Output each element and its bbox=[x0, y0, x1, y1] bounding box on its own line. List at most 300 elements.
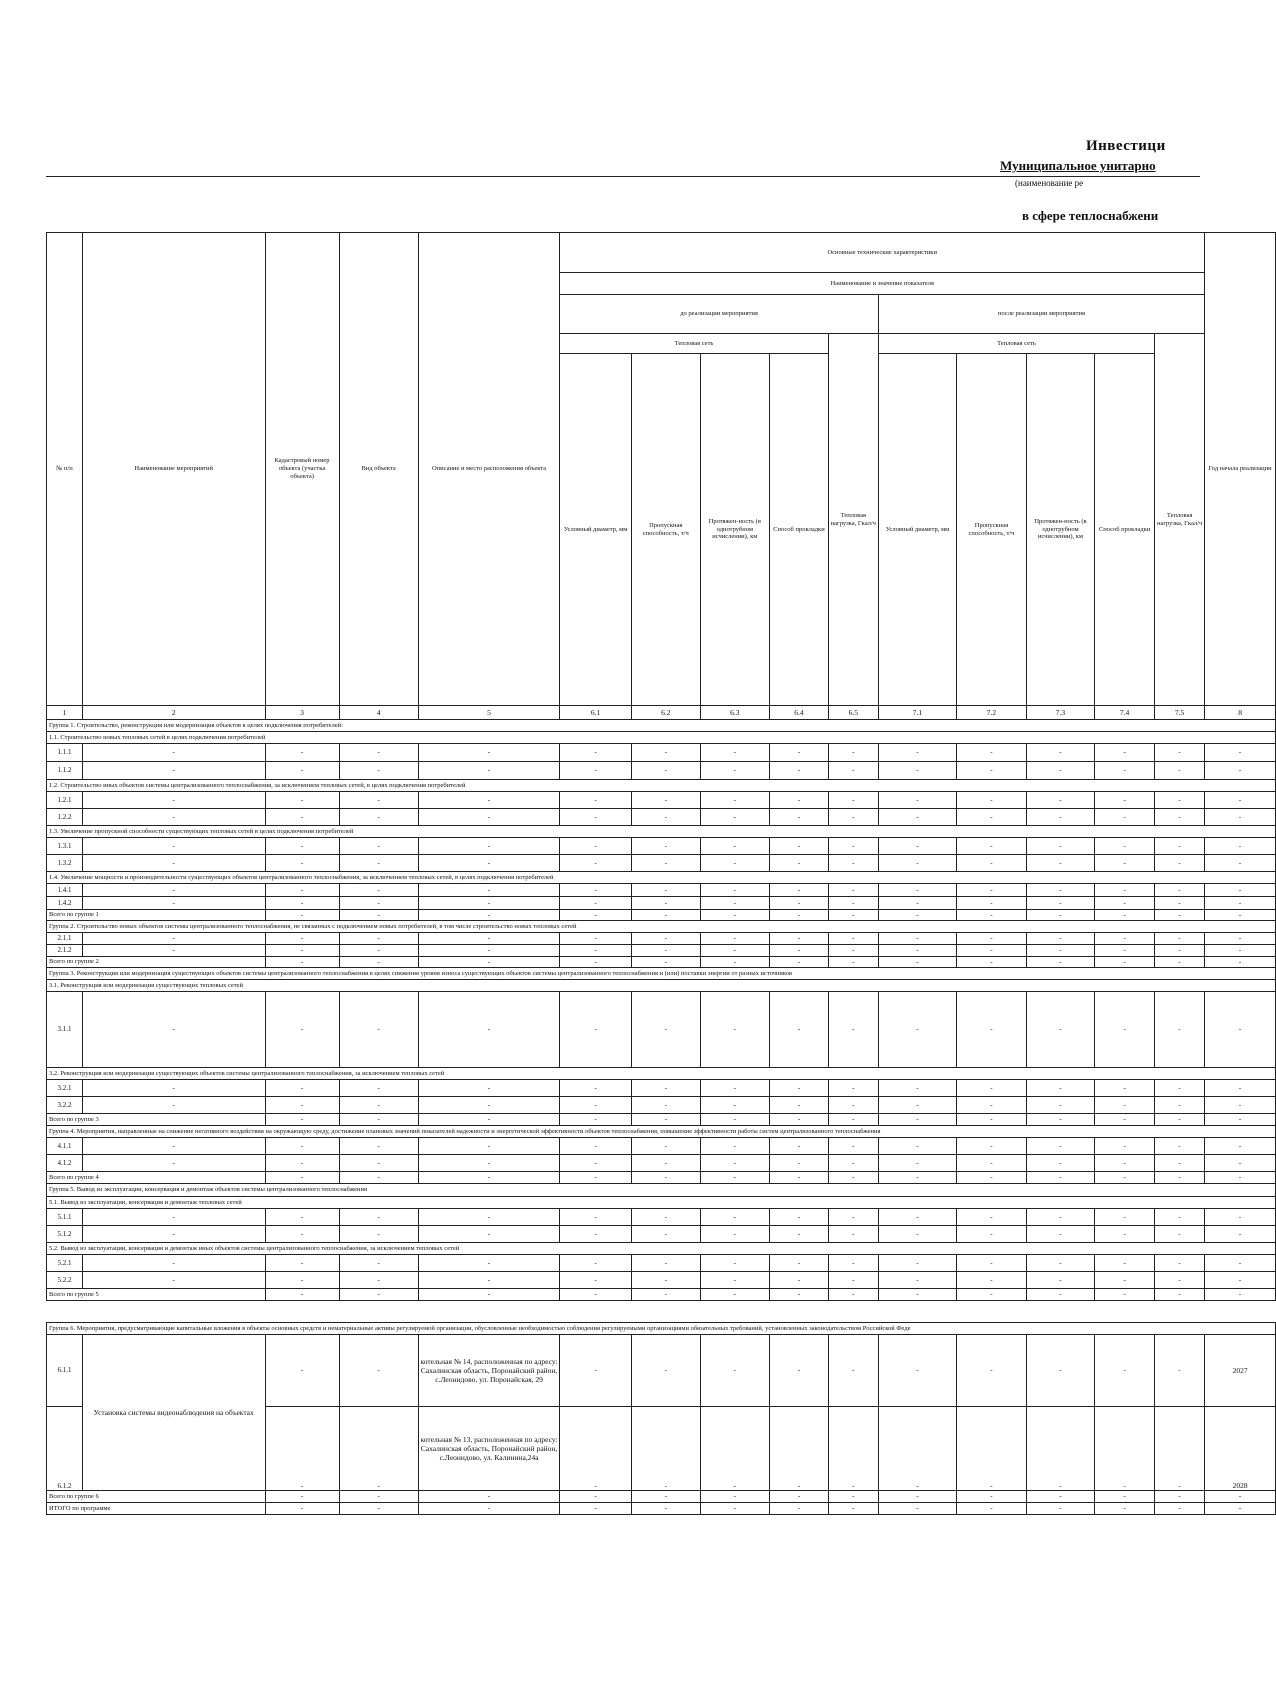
cell: - bbox=[1205, 1138, 1276, 1155]
cell: - bbox=[265, 744, 339, 762]
cell: - bbox=[700, 1209, 770, 1226]
cell: - bbox=[878, 1407, 956, 1491]
cell: - bbox=[82, 897, 265, 910]
cell: - bbox=[418, 1172, 559, 1184]
cell: - bbox=[1095, 1114, 1155, 1126]
group-row bbox=[47, 968, 1276, 980]
cell: - bbox=[418, 1255, 559, 1272]
cell: - bbox=[418, 1503, 559, 1515]
colnum: 3 bbox=[265, 706, 339, 720]
cell: - bbox=[770, 1289, 829, 1301]
cell: - bbox=[1095, 762, 1155, 780]
cell: - bbox=[632, 884, 701, 897]
cell: - bbox=[770, 1503, 829, 1515]
cell: - bbox=[878, 838, 956, 855]
object-description: котельная № 14, расположенная по адресу: Сахалинская область, Поронайский район, с.Леонидово, ул. Поронайская, 29 bbox=[418, 1335, 559, 1407]
header-network-before: Тепловая сеть bbox=[560, 334, 829, 354]
organization-name: Муниципальное унитарно bbox=[1000, 158, 1156, 173]
cell: - bbox=[878, 1097, 956, 1114]
cell: - bbox=[339, 762, 418, 780]
row-number: 6.1.1 bbox=[47, 1335, 83, 1407]
subgroup-row bbox=[47, 826, 1276, 838]
cell: - bbox=[1155, 1172, 1205, 1184]
cell: - bbox=[1155, 945, 1205, 957]
cell: - bbox=[82, 933, 265, 945]
cell: - bbox=[560, 1172, 632, 1184]
colnum: 6.3 bbox=[700, 706, 770, 720]
cell: - bbox=[339, 838, 418, 855]
cell: - bbox=[265, 1080, 339, 1097]
cell: - bbox=[828, 933, 878, 945]
cell: - bbox=[1205, 1491, 1276, 1503]
cell: - bbox=[878, 1172, 956, 1184]
cell: - bbox=[1205, 884, 1276, 897]
row-number: 5.2.2 bbox=[47, 1272, 83, 1289]
subgroup-row bbox=[47, 980, 1276, 992]
colnum: 7.2 bbox=[957, 706, 1027, 720]
cell: - bbox=[1095, 1226, 1155, 1243]
cell: - bbox=[1026, 1503, 1095, 1515]
cell: - bbox=[828, 1114, 878, 1126]
cell: - bbox=[1155, 744, 1205, 762]
table-row bbox=[47, 1080, 1276, 1097]
subgroup-title: 5.2. Вывод из эксплуатации, консервация и демонтаж иных объектов системы централизованного теплоснабжения, за исключением тепловых сетей bbox=[47, 1243, 1276, 1255]
sphere-title: в сфере теплоснабжени bbox=[1022, 208, 1159, 223]
cell: - bbox=[878, 1289, 956, 1301]
colnum: 7.4 bbox=[1095, 706, 1155, 720]
cell: - bbox=[1095, 884, 1155, 897]
cell: - bbox=[1205, 945, 1276, 957]
cell: - bbox=[632, 910, 701, 921]
group-title: Группа 5. Вывод из эксплуатации, консервация и демонтаж объектов системы централизованного теплоснабжения bbox=[47, 1184, 1276, 1197]
cell: - bbox=[957, 1255, 1027, 1272]
cell: - bbox=[632, 1407, 701, 1491]
cell: - bbox=[339, 957, 418, 968]
colnum: 7.5 bbox=[1155, 706, 1205, 720]
cell: - bbox=[957, 1172, 1027, 1184]
table-row bbox=[47, 838, 1276, 855]
table-row bbox=[47, 1335, 1276, 1407]
subgroup-row bbox=[47, 732, 1276, 744]
cell: - bbox=[1095, 1155, 1155, 1172]
cell: - bbox=[265, 957, 339, 968]
cell: - bbox=[560, 1289, 632, 1301]
cell: - bbox=[957, 910, 1027, 921]
cell: - bbox=[339, 933, 418, 945]
cell: - bbox=[339, 1138, 418, 1155]
cell: - bbox=[1026, 1272, 1095, 1289]
cell: - bbox=[878, 1255, 956, 1272]
cell: - bbox=[82, 1272, 265, 1289]
cell: - bbox=[339, 792, 418, 809]
cell: - bbox=[560, 992, 632, 1068]
cell: - bbox=[1095, 933, 1155, 945]
cell: - bbox=[770, 1155, 829, 1172]
cell: - bbox=[632, 855, 701, 872]
cell: - bbox=[828, 838, 878, 855]
cell: - bbox=[1095, 910, 1155, 921]
cell: - bbox=[700, 1289, 770, 1301]
cell: - bbox=[957, 1080, 1027, 1097]
cell: - bbox=[1205, 910, 1276, 921]
group-total-label: Всего по группе 2 bbox=[47, 957, 266, 968]
cell: - bbox=[828, 1491, 878, 1503]
cell: - bbox=[418, 1226, 559, 1243]
cell: - bbox=[828, 1155, 878, 1172]
cell: - bbox=[957, 1503, 1027, 1515]
row-number: 1.4.1 bbox=[47, 884, 83, 897]
cell: - bbox=[265, 1226, 339, 1243]
cell: - bbox=[560, 1209, 632, 1226]
table-row bbox=[47, 762, 1276, 780]
cell: - bbox=[878, 910, 956, 921]
organization-underline bbox=[46, 176, 1200, 177]
cell: - bbox=[339, 1080, 418, 1097]
cell: - bbox=[828, 1080, 878, 1097]
cell: - bbox=[770, 897, 829, 910]
cell: - bbox=[265, 809, 339, 826]
cell: - bbox=[339, 1289, 418, 1301]
cell: - bbox=[957, 1335, 1027, 1407]
cell: - bbox=[632, 1226, 701, 1243]
cell: - bbox=[1095, 1172, 1155, 1184]
cell: - bbox=[878, 957, 956, 968]
cell: - bbox=[828, 1289, 878, 1301]
header-tech: Основные технические характеристики bbox=[560, 233, 1205, 273]
group-title: Группа 4. Мероприятия, направленные на снижение негативного воздействия на окружающую среду, достижение плановых значений показателей надежности и энергетической эффективности объектов теплоснабжения, повышение эффективности работы систем централизованного теплоснабжения bbox=[47, 1126, 1276, 1138]
colnum: 7.1 bbox=[878, 706, 956, 720]
cell: - bbox=[1205, 992, 1276, 1068]
start-year: 2027 bbox=[1205, 1335, 1276, 1407]
header-year: Год начала реализации bbox=[1205, 233, 1276, 706]
cell: - bbox=[957, 945, 1027, 957]
row-number: 1.3.2 bbox=[47, 855, 83, 872]
cell: - bbox=[1026, 1289, 1095, 1301]
header-length-after: Протяжен-ность (в однотрубном исчислении), км bbox=[1026, 354, 1095, 706]
cell: - bbox=[700, 838, 770, 855]
cell: - bbox=[632, 838, 701, 855]
cell: - bbox=[770, 792, 829, 809]
group-row bbox=[47, 921, 1276, 933]
row-number: 5.2.1 bbox=[47, 1255, 83, 1272]
table-frame bbox=[46, 232, 1272, 1592]
cell: - bbox=[418, 792, 559, 809]
cell: - bbox=[1095, 1335, 1155, 1407]
cell: - bbox=[82, 1080, 265, 1097]
row-number: 6.1.2 bbox=[47, 1407, 83, 1491]
cell: - bbox=[878, 762, 956, 780]
cell: - bbox=[1095, 1407, 1155, 1491]
cell: - bbox=[560, 957, 632, 968]
cell: - bbox=[1205, 744, 1276, 762]
investment-program-table bbox=[46, 232, 1276, 1515]
cell: - bbox=[1026, 838, 1095, 855]
cell: - bbox=[632, 1289, 701, 1301]
group-total-row bbox=[47, 1289, 1276, 1301]
cell: - bbox=[418, 1080, 559, 1097]
cell: - bbox=[632, 957, 701, 968]
cell: - bbox=[828, 910, 878, 921]
cell: - bbox=[1155, 809, 1205, 826]
cell: - bbox=[82, 809, 265, 826]
cell: - bbox=[339, 744, 418, 762]
header-row-tech bbox=[47, 233, 1276, 273]
cell: - bbox=[1155, 910, 1205, 921]
group-title: Группа 2. Строительство новых объектов системы централизованного теплоснабжения, не связанных с подключением новых потребителей, в том числе строительство новых тепловых сетей bbox=[47, 921, 1276, 933]
cell: - bbox=[957, 792, 1027, 809]
group-total-row bbox=[47, 1114, 1276, 1126]
cell: - bbox=[560, 933, 632, 945]
cell: - bbox=[339, 897, 418, 910]
cell: - bbox=[1095, 744, 1155, 762]
colnum: 6.4 bbox=[770, 706, 829, 720]
column-numbers-row bbox=[47, 706, 1276, 720]
cell: - bbox=[632, 792, 701, 809]
cell: - bbox=[418, 1272, 559, 1289]
cell: - bbox=[1026, 792, 1095, 809]
cell: - bbox=[418, 744, 559, 762]
cell: - bbox=[1155, 1080, 1205, 1097]
cell: - bbox=[339, 992, 418, 1068]
cell: - bbox=[632, 809, 701, 826]
cell: - bbox=[418, 897, 559, 910]
cell: - bbox=[828, 792, 878, 809]
cell: - bbox=[1155, 792, 1205, 809]
cell: - bbox=[700, 1407, 770, 1491]
cell: - bbox=[82, 1255, 265, 1272]
cell: - bbox=[82, 792, 265, 809]
cell: - bbox=[265, 1255, 339, 1272]
header-load-after: Тепловая нагрузка, Гкал/ч bbox=[1155, 334, 1205, 706]
cell: - bbox=[828, 1255, 878, 1272]
cell: - bbox=[1026, 957, 1095, 968]
cell: - bbox=[265, 945, 339, 957]
cell: - bbox=[770, 1114, 829, 1126]
table-row bbox=[47, 809, 1276, 826]
cell: - bbox=[82, 1138, 265, 1155]
cell: - bbox=[1095, 1080, 1155, 1097]
cell: - bbox=[770, 1491, 829, 1503]
cell: - bbox=[339, 809, 418, 826]
group-row bbox=[47, 720, 1276, 732]
cell: - bbox=[878, 1272, 956, 1289]
cell: - bbox=[632, 1114, 701, 1126]
cell: - bbox=[265, 1491, 339, 1503]
cell: - bbox=[1026, 1080, 1095, 1097]
cell: - bbox=[339, 1407, 418, 1491]
table-row bbox=[47, 1155, 1276, 1172]
cell: - bbox=[418, 855, 559, 872]
cell: - bbox=[560, 1335, 632, 1407]
subgroup-title: 5.1. Вывод из эксплуатации, консервация и демонтаж тепловых сетей bbox=[47, 1197, 1276, 1209]
cell: - bbox=[700, 1272, 770, 1289]
cell: - bbox=[1155, 884, 1205, 897]
cell: - bbox=[560, 855, 632, 872]
group-total-row bbox=[47, 957, 1276, 968]
cell: - bbox=[339, 1272, 418, 1289]
cell: - bbox=[828, 1272, 878, 1289]
cell: - bbox=[1155, 1407, 1205, 1491]
header-name: Наименование мероприятий bbox=[82, 233, 265, 706]
group-total-row bbox=[47, 1491, 1276, 1503]
cell: - bbox=[957, 809, 1027, 826]
cell: - bbox=[700, 992, 770, 1068]
cell: - bbox=[770, 838, 829, 855]
cell: - bbox=[700, 1097, 770, 1114]
cell: - bbox=[1026, 945, 1095, 957]
cell: - bbox=[700, 762, 770, 780]
cell: - bbox=[1026, 1138, 1095, 1155]
cell: - bbox=[700, 1114, 770, 1126]
cell: - bbox=[1155, 1503, 1205, 1515]
cell: - bbox=[632, 1503, 701, 1515]
cell: - bbox=[878, 945, 956, 957]
cell: - bbox=[418, 910, 559, 921]
cell: - bbox=[957, 957, 1027, 968]
cell: - bbox=[1026, 1155, 1095, 1172]
cell: - bbox=[1026, 1335, 1095, 1407]
cell: - bbox=[265, 992, 339, 1068]
cell: - bbox=[418, 1491, 559, 1503]
cell: - bbox=[828, 884, 878, 897]
cell: - bbox=[1026, 1209, 1095, 1226]
cell: - bbox=[957, 897, 1027, 910]
cell: - bbox=[1155, 897, 1205, 910]
cell: - bbox=[1155, 1209, 1205, 1226]
group-total-label: Всего по группе 5 bbox=[47, 1289, 266, 1301]
cell: - bbox=[339, 1209, 418, 1226]
cell: - bbox=[265, 1335, 339, 1407]
cell: - bbox=[878, 1503, 956, 1515]
cell: - bbox=[265, 1155, 339, 1172]
cell: - bbox=[82, 838, 265, 855]
cell: - bbox=[1205, 1209, 1276, 1226]
cell: - bbox=[82, 945, 265, 957]
cell: - bbox=[1205, 1272, 1276, 1289]
row-number: 3.2.1 bbox=[47, 1080, 83, 1097]
header-description: Описание и место расположения объекта bbox=[418, 233, 559, 706]
cell: - bbox=[770, 1226, 829, 1243]
cell: - bbox=[1095, 992, 1155, 1068]
cell: - bbox=[700, 1335, 770, 1407]
cell: - bbox=[265, 1097, 339, 1114]
group-row bbox=[47, 1323, 1276, 1335]
cell: - bbox=[1205, 1080, 1276, 1097]
cell: - bbox=[828, 1097, 878, 1114]
row-number: 3.1.1 bbox=[47, 992, 83, 1068]
cell: - bbox=[632, 1209, 701, 1226]
cell: - bbox=[1095, 809, 1155, 826]
cell: - bbox=[265, 1272, 339, 1289]
group-total-label: Всего по группе 1 bbox=[47, 910, 266, 921]
program-total-row bbox=[47, 1503, 1276, 1515]
cell: - bbox=[770, 933, 829, 945]
table-row bbox=[47, 1097, 1276, 1114]
table-row bbox=[47, 1272, 1276, 1289]
cell: - bbox=[1095, 1289, 1155, 1301]
cell: - bbox=[632, 1272, 701, 1289]
cell: - bbox=[1095, 1272, 1155, 1289]
table-row bbox=[47, 992, 1276, 1068]
cell: - bbox=[1095, 1491, 1155, 1503]
cell: - bbox=[878, 855, 956, 872]
cell: - bbox=[560, 1114, 632, 1126]
spacer-row bbox=[47, 1301, 1276, 1323]
cell: - bbox=[265, 792, 339, 809]
cell: - bbox=[770, 957, 829, 968]
measure-name: Установка системы видеонаблюдения на объектах bbox=[82, 1335, 265, 1491]
cell: - bbox=[1205, 1172, 1276, 1184]
cell: - bbox=[1095, 1503, 1155, 1515]
cell: - bbox=[1155, 1226, 1205, 1243]
table-row bbox=[47, 855, 1276, 872]
cell: - bbox=[560, 1407, 632, 1491]
spacer-cell bbox=[47, 1301, 1276, 1323]
cell: - bbox=[82, 762, 265, 780]
cell: - bbox=[1155, 762, 1205, 780]
cell: - bbox=[339, 1172, 418, 1184]
cell: - bbox=[1155, 957, 1205, 968]
cell: - bbox=[1155, 1289, 1205, 1301]
cell: - bbox=[828, 1503, 878, 1515]
cell: - bbox=[1026, 1226, 1095, 1243]
cell: - bbox=[957, 992, 1027, 1068]
cell: - bbox=[957, 744, 1027, 762]
cell: - bbox=[339, 945, 418, 957]
cell: - bbox=[828, 1407, 878, 1491]
cell: - bbox=[1026, 1114, 1095, 1126]
cell: - bbox=[82, 1226, 265, 1243]
cell: - bbox=[770, 855, 829, 872]
cell: - bbox=[1155, 1491, 1205, 1503]
cell: - bbox=[828, 957, 878, 968]
table-row bbox=[47, 792, 1276, 809]
cell: - bbox=[878, 933, 956, 945]
cell: - bbox=[418, 762, 559, 780]
cell: - bbox=[957, 1272, 1027, 1289]
cell: - bbox=[632, 1138, 701, 1155]
cell: - bbox=[560, 1155, 632, 1172]
cell: - bbox=[1155, 1097, 1205, 1114]
cell: - bbox=[560, 884, 632, 897]
cell: - bbox=[700, 744, 770, 762]
cell: - bbox=[1026, 884, 1095, 897]
cell: - bbox=[418, 1114, 559, 1126]
cell: - bbox=[560, 1255, 632, 1272]
header-capacity-after: Пропускная способность, т/ч bbox=[957, 354, 1027, 706]
cell: - bbox=[828, 1226, 878, 1243]
cell: - bbox=[632, 933, 701, 945]
cell: - bbox=[828, 744, 878, 762]
cell: - bbox=[82, 1097, 265, 1114]
cell: - bbox=[957, 1114, 1027, 1126]
cell: - bbox=[957, 1491, 1027, 1503]
header-diameter-before: Условный диаметр, мм bbox=[560, 354, 632, 706]
cell: - bbox=[828, 855, 878, 872]
cell: - bbox=[418, 933, 559, 945]
cell: - bbox=[828, 992, 878, 1068]
row-number: 1.1.2 bbox=[47, 762, 83, 780]
cell: - bbox=[1026, 1407, 1095, 1491]
cell: - bbox=[1095, 855, 1155, 872]
colnum: 6.2 bbox=[632, 706, 701, 720]
table-row bbox=[47, 1209, 1276, 1226]
cell: - bbox=[1205, 1255, 1276, 1272]
cell: - bbox=[1155, 1335, 1205, 1407]
cell: - bbox=[418, 957, 559, 968]
cell: - bbox=[560, 838, 632, 855]
cell: - bbox=[700, 1155, 770, 1172]
